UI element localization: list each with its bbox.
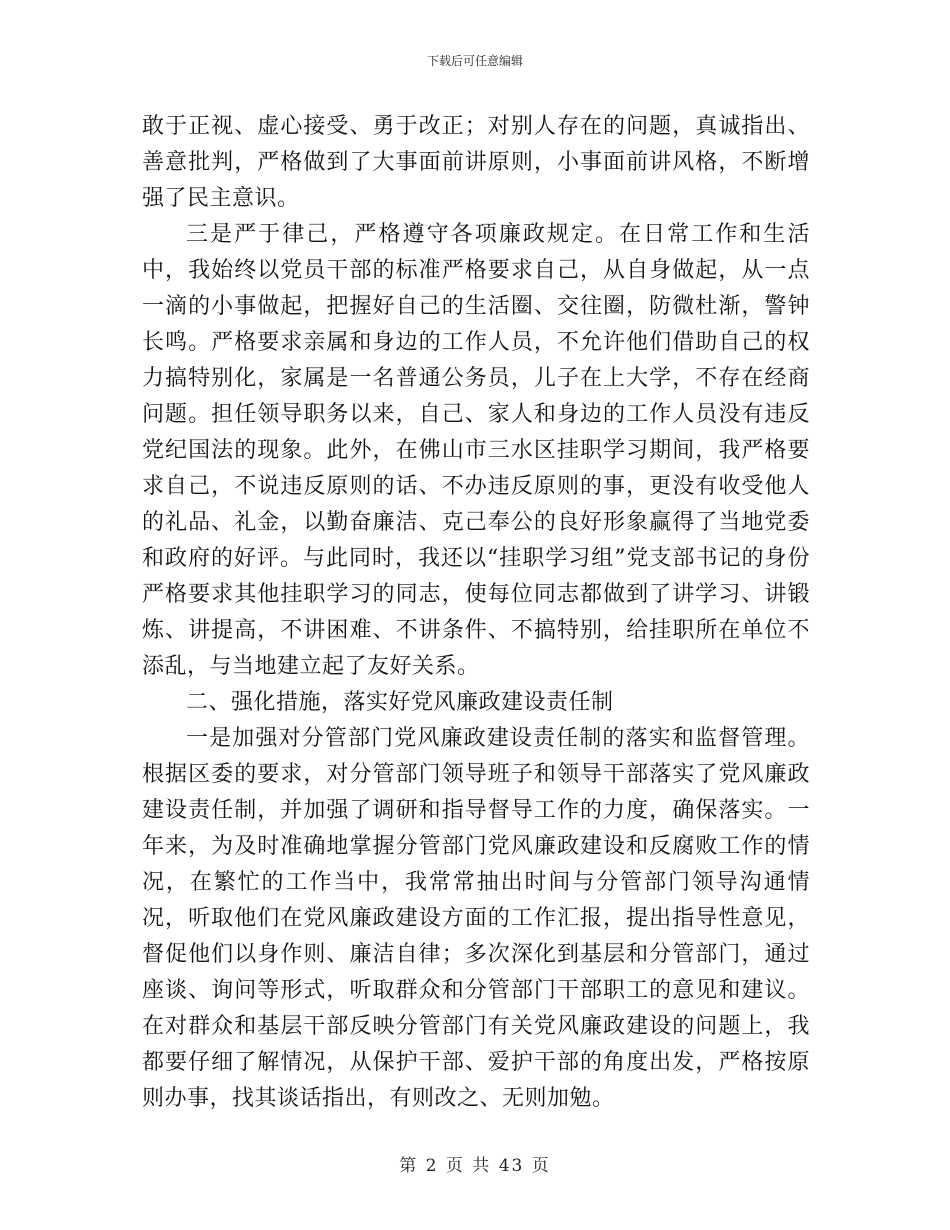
page-header: 下载后可任意编辑	[426, 54, 523, 68]
paragraph-continuation: 敢于正视、虚心接受、勇于改正；对别人存在的问题，真诚指出、善意批判，严格做到了大事面前讲原则，小事面前讲风格，不断增强了民主意识。	[142, 114, 810, 211]
page-number-footer: 第 2 页 共 43 页	[399, 1156, 551, 1176]
section-heading: 二、强化措施，落实好党风廉政建设责任制	[186, 690, 614, 715]
paragraph-supervision: 一是加强对分管部门党风廉政建设责任制的落实和监督管理。根据区委的要求，对分管部门领导班子和领导干部落实了党风廉政建设责任制，并加强了调研和指导督导工作的力度，确保落实。一年来，为及时准确地掌握分管部门党风廉政建设和反腐败工作的情况，在繁忙的工作当中，我常常抽出时间与分管部门领导沟通情况，听取他们在党风廉政建设方面的工作汇报，提出指导性意见，督促他们以身作则、廉洁自律；多次深化到基层和分管部门，通过座谈、询问等形式，听取群众和分管部门干部职工的意见和建议。在对群众和基层干部反映分管部门有关党风廉政建设的问题上，我都要仔细了解情况，从保护干部、爱护干部的角度出发，严格按原则办事，找其谈话指出，有则改之、无则加勉。	[142, 726, 810, 1111]
document-body	[142, 109, 810, 1117]
paragraph-self-discipline: 三是严于律己，严格遵守各项廉政规定。在日常工作和生活中，我始终以党员干部的标准严格要求自己，从自身做起，从一点一滴的小事做起，把握好自己的生活圈、交往圈，防微杜渐，警钟长鸣。严格要求亲属和身边的工作人员，不允许他们借助自己的权力搞特别化，家属是一名普通公务员，儿子在上大学，不存在经商问题。担任领导职务以来，自己、家人和身边的工作人员没有违反党纪国法的现象。此外，在佛山市三水区挂职学习期间，我严格要求自己，不说违反原则的话、不办违反原则的事，更没有收受他人的礼品、礼金，以勤奋廉洁、克己奉公的良好形象赢得了当地党委和政府的好评。与此同时，我还以“挂职学习组”党支部书记的身份严格要求其他挂职学习的同志，使每位同志都做到了讲学习、讲锻炼、讲提高，不讲困难、不讲条件、不搞特别，给挂职所在单位不添乱，与当地建立起了友好关系。	[142, 222, 810, 679]
